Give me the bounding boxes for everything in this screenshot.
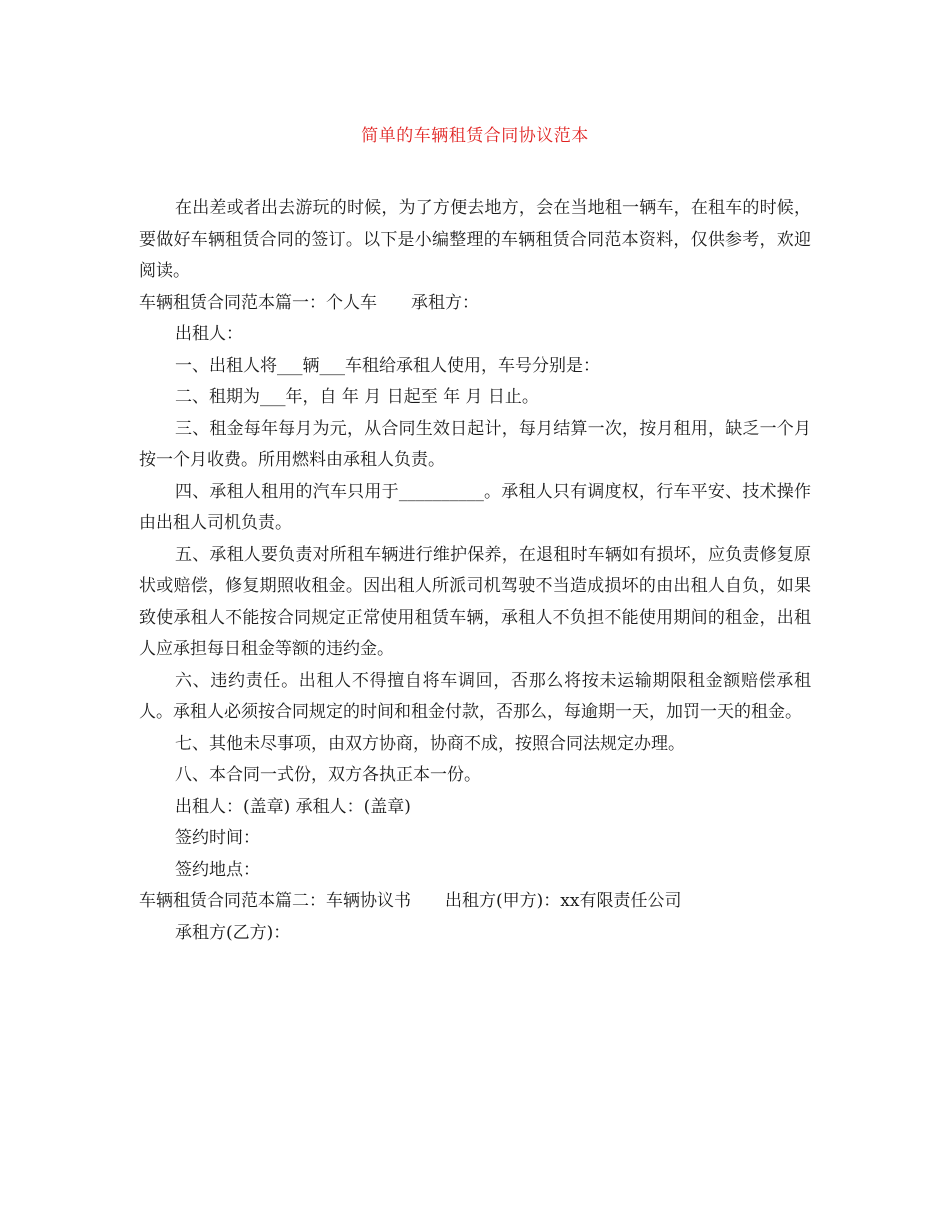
paragraph-section-one-heading: 车辆租赁合同范本篇一：个人车 承租方： (139, 292, 479, 313)
paragraph-signatures: 出租人：(盖章) 承租人：(盖章) (175, 796, 411, 817)
paragraph-lessee-b: 承租方(乙方)： (175, 922, 291, 943)
paragraph-section-two-heading: 车辆租赁合同范本篇二：车辆协议书 出租方(甲方)：xx有限责任公司 (139, 891, 682, 911)
paragraph-clause-5: 五、承租人要负责对所租车辆进行维护保养，在退租时车辆如有损坏，应负责修复原状或赔偿，修复期照收租金。因出租人所派司机驾驶不当造成损坏的由出租人自负，如果致使承租人不能按合同规定正常使用租赁车辆，承租人不负担不能使用期间的租金，出租人应承担每日租金等额的违约金。 (139, 544, 811, 659)
paragraph-clause-3: 三、租金每年每月为元，从合同生效日起计，每月结算一次，按月租用，缺乏一个月按一个月收费。所用燃料由承租人负责。 (139, 418, 811, 470)
paragraph-intro: 在出差或者出去游玩的时候，为了方便去地方，会在当地租一辆车，在租车的时候，要做好车辆租赁合同的签订。以下是小编整理的车辆租赁合同范本资料，仅供参考，欢迎阅读。 (139, 198, 811, 281)
paragraph-clause-7: 七、其他未尽事项，由双方协商，协商不成，按照合同法规定办理。 (175, 733, 685, 754)
paragraph-clause-6: 六、违约责任。出租人不得擅自将车调回，否那么将按未运输期限租金额赔偿承租人。承租人必须按合同规定的时间和租金付款，否那么，每逾期一天，加罚一天的租金。 (139, 670, 811, 722)
paragraph-lessor: 出租人： (175, 324, 243, 344)
paragraph-clause-8: 八、本合同一式份，双方各执正本一份。 (175, 765, 481, 785)
paragraph-clause-2: 二、租期为___年，自 年 月 日起至 年 月 日止。 (175, 387, 539, 407)
paragraph-sign-time: 签约时间： (175, 828, 260, 848)
document-title: 简单的车辆租赁合同协议范本 (361, 126, 589, 146)
paragraph-clause-1: 一、出租人将___辆___车租给承租人使用，车号分别是： (175, 355, 600, 376)
paragraph-clause-4: 四、承租人租用的汽车只用于__________。承租人只有调度权，行车平安、技术操作由出租人司机负责。 (139, 481, 811, 533)
paragraph-sign-place: 签约地点： (175, 859, 260, 880)
document-body (139, 193, 811, 949)
